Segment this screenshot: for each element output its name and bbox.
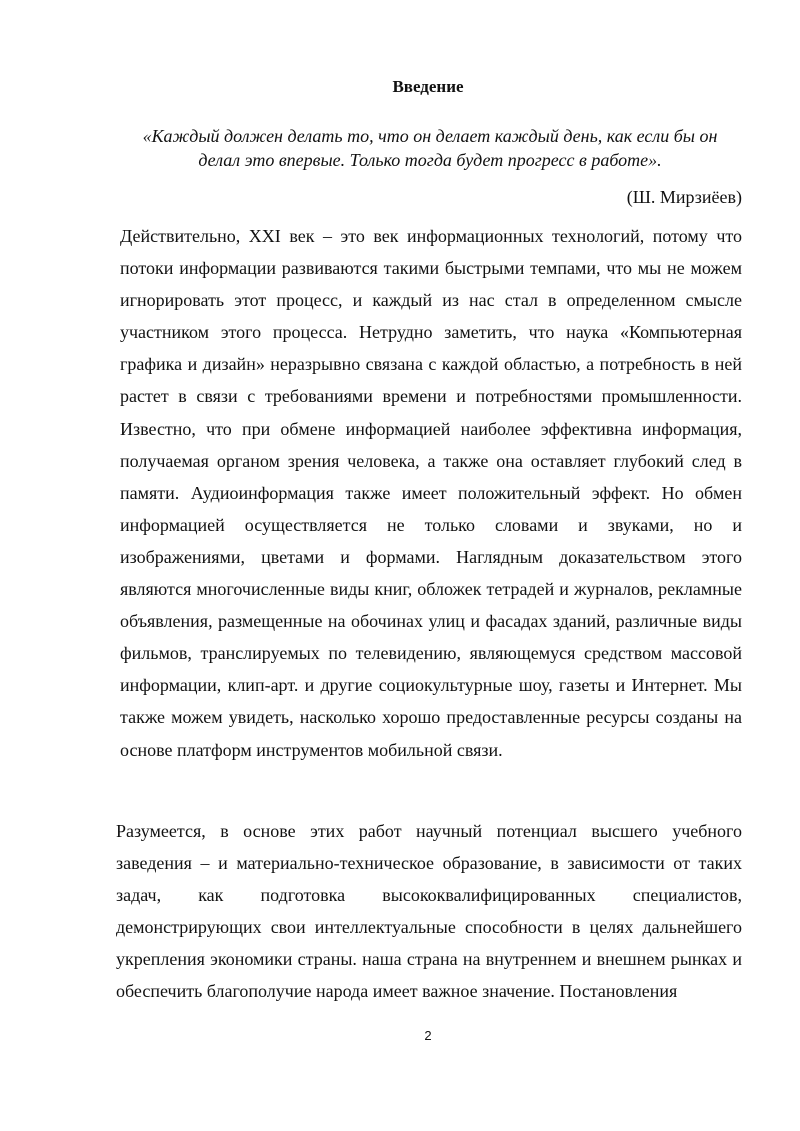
section-title: Введение: [392, 77, 464, 96]
body-paragraph-2: Разумеется, в основе этих работ научный потенциал высшего учебного заведения – и материально-техническое образование, в зависимости от таких задач, как подготовка высококвалифицированных специалистов, демонстрирующих свои интеллектуальные способности в целях дальнейшего укрепления экономики страны. наша страна на внутреннем и внешнем рынках и обеспечить благополучие народа имеет важное значение. Постановления: [116, 821, 742, 1002]
page-number: 2: [424, 1028, 432, 1043]
epigraph-author: (Ш. Мирзиёев): [626, 187, 742, 207]
epigraph-quote: «Каждый должен делать то, что он делает каждый день, как если бы он делал это впервые. Только тогда будет прогресс в работе».: [142, 126, 718, 170]
body-paragraph-1: Действительно, XXI век – это век информационных технологий, потому что потоки информации развиваются такими быстрыми темпами, что мы не можем игнорировать этот процесс, и каждый из нас стал в определенном смысле участником этого процесса. Нетрудно заметить, что наука «Компьютерная графика и дизайн» неразрывно связана с каждой областью, а потребность в ней растет в связи с требованиями времени и потребностями промышленности. Известно, что при обмене информацией наиболее эффективна информация, получаемая органом зрения человека, а также она оставляет глубокий след в памяти. Аудиоинформация также имеет положительный эффект. Но обмен информацией осуществляется не только словами и звуками, но и изображениями, цветами и формами. Наглядным доказательством этого являются многочисленные виды книг, обложек тетрадей и журналов, рекламные объявления, размещенные на обочинах улиц и фасадах зданий, различные виды фильмов, транслируемых по телевидению, являющемуся средством массовой информации, клип-арт. и другие социокультурные шоу, газеты и Интернет. Мы также можем увидеть, насколько хорошо предоставленные ресурсы созданы на основе платформ инструментов мобильной связи.: [120, 226, 742, 760]
